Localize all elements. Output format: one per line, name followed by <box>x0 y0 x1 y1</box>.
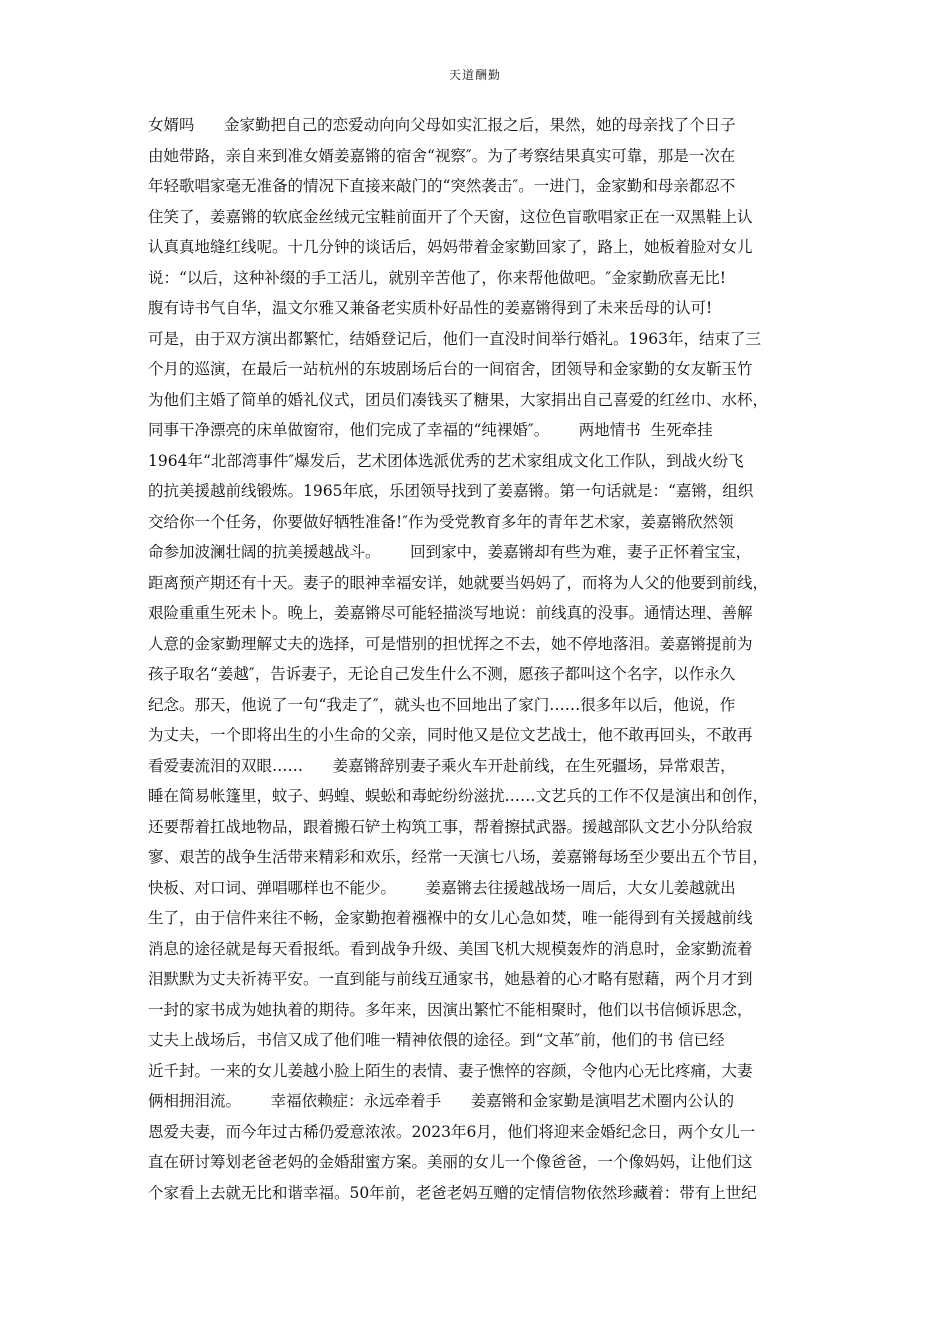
page-header <box>0 66 950 83</box>
text-line: 俩相拥泪流。 幸福依赖症：永远牵着手 姜嘉锵和金家勤是演唱艺术圈内公认的 <box>148 1092 735 1110</box>
text-line: 睡在简易帐篷里，蚊子、蚂蝗、蜈蚣和毒蛇纷纷滋扰……文艺兵的工作不仅是演出和创作， <box>148 787 769 805</box>
text-line: 个家看上去就无比和谐幸福。50年前，老爸老妈互赠的定情信物依然珍藏着：带有上世纪 <box>148 1183 757 1202</box>
text-line: 人意的金家勤理解丈夫的选择，可是惜别的担忧挥之不去，她不停地落泪。姜嘉锵提前为 <box>148 634 753 653</box>
text-line: 女婿吗 金家勤把自己的恋爱动向向父母如实汇报之后，果然，她的母亲找了个日子 <box>148 116 736 134</box>
text-line: 交给你一个任务，你要做好牺牲准备!″作为受党教育多年的青年艺术家，姜嘉锵欣然领 <box>148 512 734 531</box>
text-line: 寥、艰苦的战争生活带来精彩和欢乐，经常一天演七八场，姜嘉锵每场至少要出五个节目， <box>148 848 769 866</box>
text-line: 同事干净漂亮的床单做窗帘，他们完成了幸福的“纯裸婚″。 两地情书 生死牵挂 <box>148 421 713 439</box>
text-line: 纪念。那天，他说了一句“我走了″，就头也不回地出了家门……很多年以后，他说，作 <box>148 695 736 714</box>
article-body <box>148 110 808 1208</box>
text-line: 认真真地缝红线呢。十几分钟的谈话后，妈妈带着金家勤回家了，路上，她板着脸对女儿 <box>148 238 753 256</box>
text-line: 艰险重重生死未卜。晚上，姜嘉锵尽可能轻描淡写地说：前线真的没事。通情达理、善解 <box>148 604 753 622</box>
text-line: 距离预产期还有十天。妻子的眼神幸福安详，她就要当妈妈了，而将为人父的他要到前线， <box>148 573 769 592</box>
text-line: 还要帮着扛战地物品，跟着搬石铲土构筑工事，帮着擦拭武器。援越部队文艺小分队给寂 <box>148 817 753 836</box>
text-line: 消息的途径就是每天看报纸。看到战争升级、美国飞机大规模轰炸的消息时，金家勤流着 <box>148 939 753 958</box>
text-line: 由她带路，亲自来到准女婿姜嘉锵的宿舍“视察″。为了考察结果真实可靠，那是一次在 <box>148 146 736 165</box>
text-line: 1964年“北部湾事件″爆发后，艺术团体选派优秀的艺术家组成文化工作队，到战火纷飞 <box>148 451 744 470</box>
text-line: 为丈夫，一个即将出生的小生命的父亲，同时他又是位文艺战士，他不敢再回头，不敢再 <box>148 726 753 744</box>
text-line: 住笑了，姜嘉锵的软底金丝绒元宝鞋前面开了个天窗，这位色盲歌唱家正在一双黑鞋上认 <box>148 207 753 226</box>
text-line: 可是，由于双方演出都繁忙，结婚登记后，他们一直没时间举行婚礼。1963年，结束了三 <box>148 329 761 348</box>
header-title: 天道酬勤 <box>448 68 501 82</box>
text-line: 说：“以后，这种补缀的手工活儿，就别辛苦他了，你来帮他做吧。″金家勤欣喜无比! <box>148 268 726 287</box>
text-line: 生了，由于信件来往不畅，金家勤抱着襁褓中的女儿心急如焚，唯一能得到有关援越前线 <box>148 909 753 927</box>
text-line: 命参加波澜壮阔的抗美援越战斗。 回到家中，姜嘉锵却有些为难，妻子正怀着宝宝， <box>148 543 752 561</box>
text-line: 近千封。一来的女儿姜越小脸上陌生的表情、妻子憔悴的容颜，令他内心无比疼痛，大妻 <box>148 1061 753 1080</box>
text-line: 腹有诗书气自华，温文尔雅又兼备老实质朴好品性的姜嘉锵得到了未来岳母的认可! <box>148 299 713 317</box>
text-line: 一封的家书成为她执着的期待。多年来，因演出繁忙不能相聚时，他们以书信倾诉思念， <box>148 1000 753 1019</box>
text-line: 丈夫上战场后，书信又成了他们唯一精神依偎的途径。到“文革″前，他们的书 信已经 <box>148 1031 725 1049</box>
text-line: 直在研讨筹划老爸老妈的金婚甜蜜方案。美丽的女儿一个像爸爸，一个像妈妈，让他们这 <box>148 1153 753 1171</box>
text-line: 个月的巡演，在最后一站杭州的东坡剧场后台的一间宿舍，团领导和金家勤的女友靳玉竹 <box>148 360 753 378</box>
text-line: 为他们主婚了简单的婚礼仪式，团员们凑钱买了糖果，大家捐出自己喜爱的红丝巾、水杯， <box>148 390 769 409</box>
text-line: 快板、对口词、弹唱哪样也不能少。 姜嘉锵去往援越战场一周后，大女儿姜越就出 <box>148 878 736 897</box>
text-line: 孩子取名“姜越″，告诉妻子，无论自己发生什么不测，愿孩子都叫这个名字，以作永久 <box>148 665 736 683</box>
text-line: 年轻歌唱家毫无准备的情况下直接来敲门的“突然袭击″。一进门，金家勤和母亲都忍不 <box>148 177 736 195</box>
text-line: 泪默默为丈夫祈祷平安。一直到能与前线互通家书，她悬着的心才略有慰藉，两个月才到 <box>148 970 753 988</box>
text-line: 看爱妻流泪的双眼…… 姜嘉锵辞别妻子乘火车开赴前线，在生死疆场，异常艰苦， <box>148 756 736 775</box>
text-line: 的抗美援越前线锻炼。1965年底，乐团领导找到了姜嘉锵。第一句话就是：“嘉锵，组织 <box>148 482 754 500</box>
text-line: 恩爱夫妻，而今年过古稀仍爱意浓浓。2023年6月，他们将迎来金婚纪念日，两个女儿一 <box>148 1122 756 1141</box>
